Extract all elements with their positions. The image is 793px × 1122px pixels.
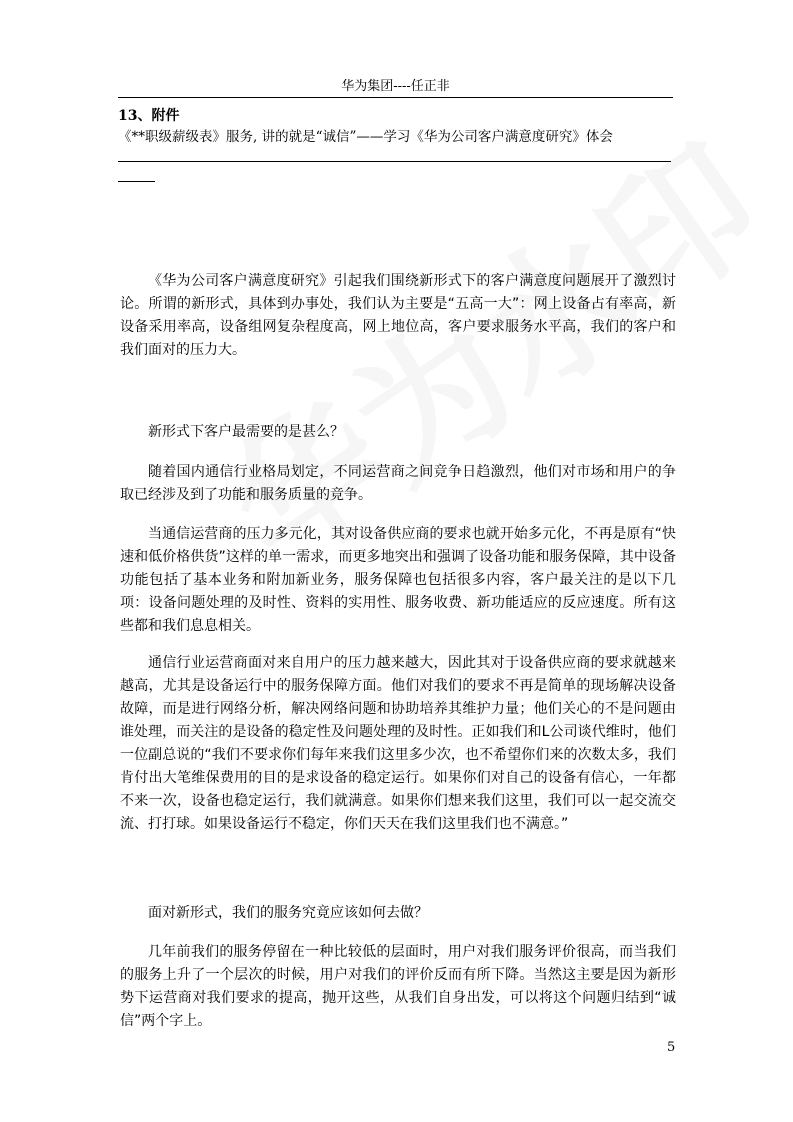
question-heading-1: 新形式下客户最需要的是甚么？ — [148, 424, 344, 440]
paragraph-pressure: 通信行业运营商面对来自用户的压力越来越大，因此其对于设备供应商的要求就越来越高，尤其是设备运行中的服务保障方面。他们对我们的要求不再是简单的现场解决设备故障，而是进行网络分析，解决网络问题和协助培养其维护力量；他们关心的不是问题由谁处理，而关注的是设备的稳定性及问题处理的及时性。正如我们和L公司谈代维时，他们一位副总说的“我们不要求你们每年来我们这里多少次，也不希望你们来的次数太多，我们肯付出大笔维保费用的目的是求设备的稳定运行。如果你们对自己的设备有信心，一年都不来一次，设备也稳定运行，我们就满意。如果你们想来我们这里，我们可以一起交流交流、打打球。如果设备运行不稳定，你们天天在我们这里我们也不满意。” — [120, 655, 676, 832]
question-heading-2: 面对新形式，我们的服务究竟应该如何去做？ — [148, 905, 428, 921]
dash-rule-end — [118, 181, 155, 182]
dash-rule — [118, 161, 671, 162]
paragraph-intro: 《华为公司客户满意度研究》引起我们围绕新形式下的客户满意度问题展开了激烈讨论。所谓的新形式，具体到办事处，我们认为主要是“五高一大”：网上设备占有率高，新设备采用率高，设备组网复杂程度高，网上地位高，客户要求服务水平高，我们的客户和我们面对的压力大。 — [120, 273, 676, 358]
paragraph-competition: 随着国内通信行业格局划定，不同运营商之间竞争日趋激烈，他们对市场和用户的争取已经涉及到了功能和服务质量的竞争。 — [120, 464, 676, 503]
section-subtitle: 《**职级薪级表》服务, 讲的就是“诚信”——学习《华为公司客户满意度研究》体会 — [118, 129, 613, 145]
paragraph-integrity: 几年前我们的服务停留在一种比较低的层面时，用户对我们服务评价很高，而当我们的服务上升了一个层次的时候，用户对我们的评价反而有所下降。当然这主要是因为新形势下运营商对我们要求的提高，抛开这些，从我们自身出发，可以将这个问题归结到“诚信”两个字上。 — [120, 944, 676, 1029]
page-header: 华为集团----任正非 — [118, 78, 673, 98]
paragraph-diversification: 当通信运营商的压力多元化，其对设备供应商的要求也就开始多元化，不再是原有“快速和低价格供货”这样的单一需求，而更多地突出和强调了设备功能和服务保障，其中设备功能包括了基本业务和附加新业务，服务保障也包括很多内容，客户最关注的是以下几项：设备问题处理的及时性、资料的实用性、服务收费、新功能适应的反应速度。所有这些都和我们息息相关。 — [120, 526, 676, 634]
section-heading: 13、附件 — [118, 108, 180, 124]
page-number: 5 — [667, 1040, 676, 1055]
